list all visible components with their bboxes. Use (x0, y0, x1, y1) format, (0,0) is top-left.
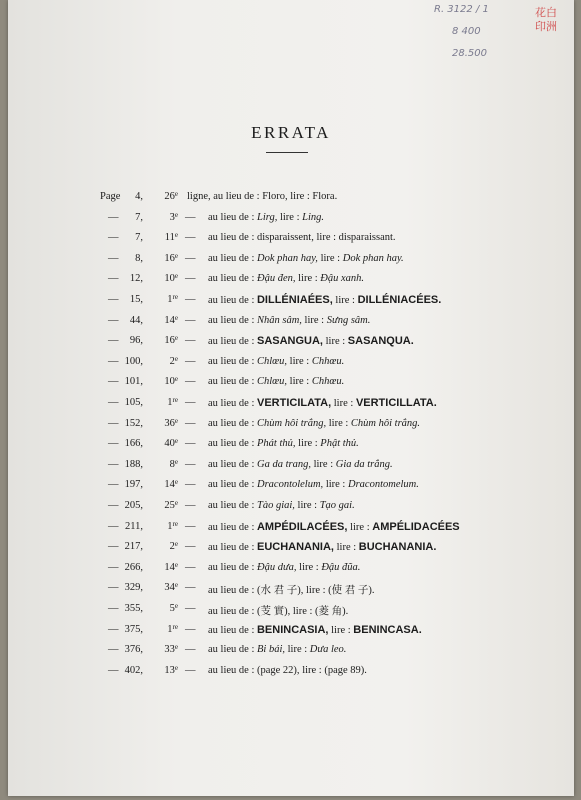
errata-line-value: 14 (164, 479, 175, 491)
errata-wrong-term: Chlœu, (256, 355, 288, 367)
errata-wrong-term: (水 君 子), (256, 585, 304, 597)
errata-lead: — (108, 623, 119, 635)
errata-correction (208, 356, 344, 367)
errata-lead: — (108, 211, 119, 223)
errata-correction (208, 294, 441, 306)
errata-lire-label: lire : (317, 252, 343, 264)
errata-line-number (142, 438, 178, 449)
errata-lire-label: lire : (310, 458, 336, 470)
errata-correction (208, 273, 364, 284)
errata-right-term: VERTICILLATA. (355, 397, 437, 409)
errata-correction (208, 212, 324, 223)
errata-line-value: 14 (164, 561, 175, 573)
errata-row (8, 294, 574, 314)
errata-lire-label: lire : (347, 521, 373, 533)
errata-lire-label: lire : (296, 561, 322, 573)
errata-row (8, 212, 574, 232)
errata-dash: — (185, 273, 196, 285)
errata-row (8, 418, 574, 438)
errata-line-suffix: e (174, 437, 178, 446)
errata-line-suffix: e (174, 581, 178, 590)
errata-line-suffix: e (174, 560, 178, 569)
errata-right-term: Dưa leo. (309, 644, 347, 656)
errata-dash: — (185, 644, 196, 656)
errata-lead: — (108, 335, 119, 347)
errata-dash: — (185, 294, 196, 305)
errata-page-number: 355, (124, 603, 143, 614)
errata-wrong-term: VERTICILATA, (256, 397, 332, 409)
price-note-1: 8 400 (452, 26, 481, 37)
errata-page-number: 105, (124, 397, 143, 408)
errata-line-value: 2 (169, 355, 175, 367)
errata-line-number (142, 644, 178, 655)
errata-row (8, 603, 574, 623)
errata-right-term: Gia da trắng. (335, 458, 393, 470)
handwritten-notes (416, 4, 506, 64)
errata-label: au lieu de : (208, 314, 257, 326)
errata-line-number (142, 253, 178, 264)
errata-label: au lieu de : (208, 458, 257, 470)
errata-wrong-term: (芰 實), (256, 606, 291, 617)
errata-page-number: 197, (124, 479, 143, 491)
errata-correction (208, 644, 346, 655)
errata-row (8, 315, 574, 335)
errata-row (8, 459, 574, 479)
errata-lead: — (108, 438, 119, 450)
errata-right-term: Đậu xanh. (320, 273, 365, 285)
errata-line-number (142, 376, 178, 387)
errata-lire-label: lire : (290, 606, 316, 617)
errata-line-value: 1 (167, 294, 173, 305)
errata-line-number (142, 232, 178, 243)
errata-row (8, 335, 574, 355)
errata-wrong-term: Dracontolelum, (256, 479, 324, 491)
errata-row (8, 624, 574, 644)
errata-page-number: 101, (124, 376, 143, 388)
errata-line-suffix: e (174, 354, 178, 363)
errata-lire-label: lire : (287, 355, 312, 367)
errata-lire-label: lire : (301, 314, 327, 326)
errata-line-suffix: re (172, 293, 178, 301)
errata-label: au lieu de : (208, 644, 257, 656)
errata-label: au lieu de : (208, 273, 257, 285)
errata-wrong-term: Chùm hôi trắng, (256, 417, 327, 429)
errata-page-number: 4, (135, 191, 143, 202)
errata-line-number (142, 521, 178, 532)
errata-line-number (142, 418, 178, 429)
errata-dash: — (185, 376, 196, 388)
errata-row (8, 253, 574, 273)
errata-label: au lieu de : (208, 295, 257, 306)
errata-line-suffix: e (174, 457, 178, 466)
errata-row (8, 644, 574, 664)
library-seal: 花白 印洲 (535, 6, 557, 33)
errata-line-value: 1 (167, 397, 173, 408)
errata-lead: — (108, 500, 119, 511)
errata-line-suffix: e (174, 416, 178, 425)
errata-right-term: Đậu đũa. (321, 561, 361, 573)
errata-lire-label: lire : (287, 376, 312, 388)
errata-line-number (142, 459, 178, 470)
errata-wrong-term: Nhân sâm, (256, 314, 302, 326)
errata-row (8, 191, 574, 211)
errata-correction (208, 665, 367, 676)
errata-line-number (142, 273, 178, 284)
errata-dash: — (185, 520, 196, 532)
errata-right-term: Chhœu. (311, 355, 345, 367)
errata-wrong-term: Ga da trang, (256, 458, 311, 470)
errata-line-value: 36 (164, 417, 175, 429)
errata-lead: — (108, 417, 119, 429)
errata-row (8, 232, 574, 252)
errata-label: au lieu de : (208, 252, 257, 264)
errata-page-number: 100, (124, 355, 143, 367)
errata-lead: — (108, 314, 119, 326)
errata-line-suffix: e (174, 602, 178, 610)
errata-line-number (142, 212, 178, 223)
errata-page-number: 329, (124, 582, 143, 594)
errata-line-number (142, 562, 178, 573)
title-underline (266, 152, 308, 153)
errata-correction (208, 253, 404, 264)
errata-row (8, 397, 574, 417)
errata-page-number: 8, (135, 252, 143, 264)
errata-line-value: 26 (164, 191, 175, 202)
errata-right-term: Phật thủ. (320, 438, 359, 450)
errata-right-term: Sưng sâm. (326, 314, 371, 326)
errata-line-value: 34 (164, 582, 175, 594)
errata-dash: — (185, 664, 196, 676)
errata-line-suffix: e (174, 499, 178, 507)
errata-line-value: 10 (164, 273, 175, 285)
errata-row (8, 356, 574, 376)
errata-line-value: 11 (164, 232, 175, 244)
errata-line-value: 2 (169, 541, 175, 553)
errata-page-number: 7, (135, 211, 143, 223)
errata-label: au lieu de : (208, 479, 257, 491)
errata-wrong-term: Chlœu, (256, 376, 288, 388)
errata-line-number (142, 541, 178, 552)
errata-line-suffix: e (174, 190, 178, 198)
errata-lire-label: lire : (295, 438, 321, 450)
errata-wrong-term: disparaissent, (256, 232, 314, 244)
errata-line-suffix: e (174, 313, 178, 322)
errata-dash: — (185, 417, 196, 429)
errata-correction (208, 232, 396, 243)
errata-lead: — (108, 273, 119, 285)
errata-line-value: 3 (169, 211, 175, 223)
errata-page-number: 188, (124, 458, 143, 470)
errata-wrong-term: BENINCASIA, (256, 623, 329, 636)
errata-page-number: 205, (124, 500, 143, 511)
errata-label: au lieu de : (208, 521, 257, 533)
errata-dash: — (185, 458, 196, 470)
errata-label: au lieu de : (208, 355, 257, 367)
errata-dash: — (185, 582, 196, 594)
errata-line-suffix: re (172, 622, 178, 631)
errata-row (8, 582, 574, 602)
errata-lead: — (108, 603, 119, 614)
errata-lire-label: lire : (295, 273, 321, 285)
errata-line-number (142, 397, 178, 408)
errata-correction (208, 541, 436, 553)
errata-lead: — (108, 582, 119, 594)
errata-label: au lieu de : (208, 542, 257, 554)
errata-wrong-term: SASANGUA, (256, 335, 323, 348)
errata-right-term: (使 君 子). (328, 585, 375, 597)
errata-dash: — (185, 397, 196, 408)
errata-lire-label: lire : (277, 211, 303, 223)
errata-lead: Page (100, 191, 121, 202)
errata-right-term: Chhœu. (311, 376, 345, 388)
errata-page-number: 15, (129, 294, 143, 305)
errata-line-value: 5 (169, 603, 175, 614)
errata-wrong-term: Đậu dưa, (256, 561, 297, 573)
errata-row (8, 479, 574, 499)
errata-line-number (142, 603, 178, 614)
errata-line-value: 1 (167, 623, 173, 635)
errata-page-number: 266, (124, 561, 143, 573)
errata-lire-label: lire : (331, 398, 356, 409)
document-page (8, 0, 574, 796)
errata-line-value: 14 (164, 314, 175, 326)
errata-lire-label: lire : (332, 295, 358, 306)
errata-label: au lieu de : (208, 664, 257, 676)
catalog-ref: R. 3122 / 1 (434, 4, 489, 15)
errata-line-number (142, 315, 178, 326)
errata-right-term: Tạo gai. (319, 500, 355, 511)
errata-lire-label: lire : (303, 585, 329, 597)
errata-lire-label: lire : (323, 479, 348, 491)
errata-correction (208, 562, 360, 573)
errata-lead: — (108, 232, 119, 244)
errata-label: ligne, au lieu de : (187, 191, 263, 202)
errata-correction (208, 438, 359, 449)
errata-dash: — (185, 541, 196, 553)
errata-line-value: 40 (164, 438, 175, 450)
errata-line-value: 13 (164, 664, 175, 676)
errata-right-term: SASANQUA. (347, 335, 414, 348)
errata-line-suffix: e (174, 231, 178, 240)
errata-lead: — (108, 561, 119, 573)
price-note-2: 28.500 (452, 48, 487, 59)
errata-lead: — (108, 664, 119, 676)
errata-line-value: 25 (164, 500, 175, 511)
errata-page-number: 7, (135, 232, 143, 244)
errata-dash: — (185, 603, 196, 614)
errata-row (8, 376, 574, 396)
errata-correction (208, 603, 348, 618)
errata-line-suffix: e (174, 251, 178, 260)
errata-line-value: 16 (164, 335, 175, 347)
errata-line-number (142, 356, 178, 367)
errata-wrong-term: (page 22), (256, 664, 300, 676)
errata-lead: — (108, 376, 119, 388)
errata-row (8, 273, 574, 293)
errata-label: au lieu de : (208, 561, 257, 573)
errata-right-term: AMPÉLIDACÉES (372, 520, 460, 533)
errata-lead: — (108, 479, 119, 491)
errata-correction (208, 582, 375, 597)
errata-dash: — (185, 355, 196, 367)
errata-lire-label: lire : (333, 542, 359, 554)
errata-line-suffix: e (174, 478, 178, 487)
errata-row (8, 500, 574, 520)
errata-dash: — (185, 252, 196, 264)
errata-line-value: 33 (164, 644, 175, 656)
errata-lire-label: lire : (284, 644, 310, 656)
errata-right-term: (菱 角). (315, 606, 349, 617)
errata-dash: — (185, 232, 196, 244)
errata-row (8, 562, 574, 582)
errata-row (8, 438, 574, 458)
page-title: ERRATA (251, 123, 331, 142)
errata-line-suffix: e (174, 210, 178, 219)
errata-line-number (142, 500, 178, 511)
errata-right-term: Flora. (312, 191, 338, 202)
errata-line-number (142, 582, 178, 593)
errata-lead: — (108, 520, 119, 532)
errata-lire-label: lire : (323, 336, 348, 348)
errata-wrong-term: DILLÉNIAÉES, (256, 294, 333, 306)
errata-label: au lieu de : (208, 398, 257, 409)
errata-line-suffix: e (174, 643, 178, 652)
errata-lead: — (108, 252, 119, 264)
errata-page-number: 211, (125, 520, 143, 532)
errata-row (8, 521, 574, 541)
errata-row (8, 665, 574, 685)
errata-dash: — (185, 438, 196, 450)
errata-lire-label: lire : (326, 417, 351, 429)
errata-lead: — (108, 458, 119, 470)
errata-page-number: 217, (124, 541, 143, 553)
errata-wrong-term: Phát thủ, (256, 438, 296, 450)
errata-page-number: 375, (124, 623, 143, 635)
errata-label: au lieu de : (208, 606, 257, 617)
errata-dash: — (185, 623, 196, 635)
errata-page-number: 376, (124, 644, 143, 656)
errata-label: au lieu de : (208, 417, 257, 429)
errata-page-number: 44, (129, 314, 143, 326)
errata-right-term: Dracontomelum. (347, 479, 419, 491)
errata-line-suffix: e (174, 663, 178, 672)
errata-line-number (142, 335, 178, 346)
errata-wrong-term: AMPÉDILACÉES, (256, 520, 348, 533)
errata-wrong-term: Lirg, (256, 211, 278, 223)
errata-line-number (142, 294, 178, 305)
errata-lead: — (108, 355, 119, 367)
errata-wrong-term: Floro, (262, 191, 288, 202)
errata-right-term: (page 89). (324, 664, 367, 676)
errata-page-number: 96, (129, 335, 143, 347)
errata-row (8, 541, 574, 561)
errata-right-term: BUCHANANIA. (358, 541, 437, 554)
errata-page-number: 166, (124, 438, 143, 450)
errata-label: au lieu de : (208, 500, 257, 511)
errata-dash: — (185, 561, 196, 573)
errata-page-number: 12, (129, 273, 143, 285)
errata-lire-label: lire : (328, 624, 354, 636)
errata-correction (208, 459, 393, 470)
errata-lire-label: lire : (313, 232, 339, 244)
errata-label: au lieu de : (208, 438, 257, 450)
errata-wrong-term: Dok phan hay, (256, 252, 318, 264)
errata-right-term: BENINCASA. (353, 623, 422, 636)
errata-correction (208, 418, 420, 429)
errata-dash: — (185, 314, 196, 326)
errata-line-suffix: e (174, 334, 178, 343)
errata-label: au lieu de : (208, 211, 257, 223)
errata-line-number (142, 479, 178, 490)
errata-correction (208, 624, 422, 636)
errata-lead: — (108, 294, 119, 305)
errata-correction (208, 479, 419, 490)
errata-correction (208, 335, 414, 347)
errata-line-suffix: e (174, 375, 178, 384)
errata-wrong-term: Đậu đen, (256, 273, 296, 285)
errata-label: au lieu de : (208, 376, 257, 388)
errata-correction (208, 315, 370, 326)
errata-lead: — (108, 541, 119, 553)
errata-correction (187, 191, 337, 202)
errata-right-term: Ling. (302, 211, 325, 223)
errata-line-suffix: re (172, 519, 178, 528)
errata-line-number (142, 665, 178, 676)
errata-dash: — (185, 335, 196, 347)
errata-label: au lieu de : (208, 585, 257, 597)
errata-line-value: 10 (164, 376, 175, 388)
errata-wrong-term: Bi bái, (256, 644, 285, 656)
errata-line-value: 16 (164, 252, 175, 264)
errata-correction (208, 397, 437, 409)
errata-right-term: disparaissant. (338, 232, 396, 244)
errata-wrong-term: Tào giai, (256, 500, 295, 511)
errata-correction (208, 376, 344, 387)
errata-correction (208, 500, 355, 511)
errata-line-number (142, 624, 178, 635)
errata-label: au lieu de : (208, 624, 257, 636)
errata-correction (208, 521, 460, 533)
errata-page-number: 152, (124, 417, 143, 429)
errata-lead: — (108, 644, 119, 656)
errata-lire-label: lire : (299, 664, 325, 676)
errata-wrong-term: EUCHANANIA, (256, 541, 334, 554)
errata-line-value: 8 (169, 458, 175, 470)
errata-label: au lieu de : (208, 336, 257, 348)
errata-line-value: 1 (167, 520, 173, 532)
errata-lire-label: lire : (287, 191, 313, 202)
errata-right-term: Chùm hôi trắng. (350, 417, 421, 429)
errata-dash: — (185, 211, 196, 223)
errata-lire-label: lire : (294, 500, 320, 511)
errata-line-suffix: re (172, 396, 178, 404)
errata-dash: — (185, 500, 196, 511)
errata-page-number: 402, (124, 664, 143, 676)
errata-line-number (142, 191, 178, 202)
errata-dash: — (185, 479, 196, 491)
errata-line-suffix: e (174, 540, 178, 549)
errata-label: au lieu de : (208, 232, 257, 244)
errata-right-term: Dok phan hay. (342, 252, 404, 264)
errata-line-suffix: e (174, 272, 178, 281)
errata-right-term: DILLÉNIACÉES. (357, 294, 442, 306)
errata-lead: — (108, 397, 119, 408)
